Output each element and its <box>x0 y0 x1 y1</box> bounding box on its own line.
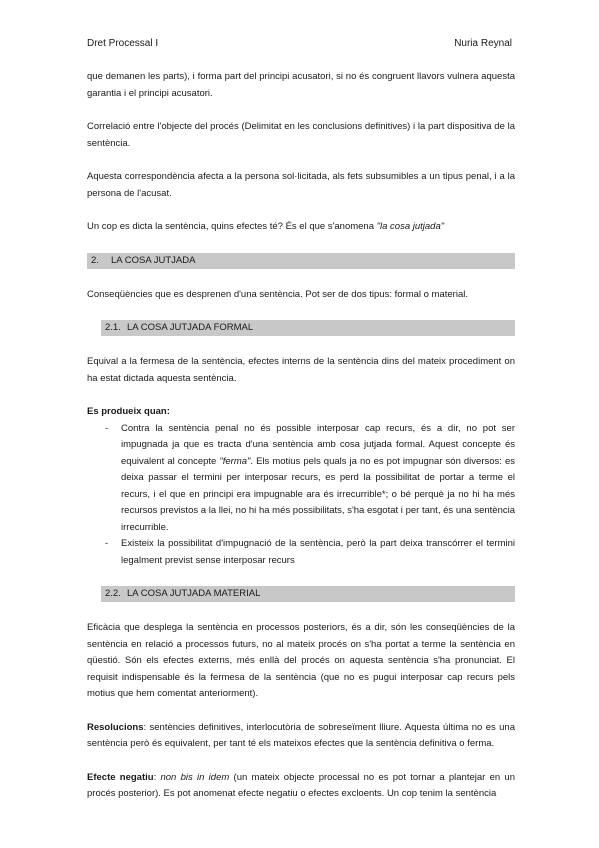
paragraph: Correlació entre l'objecte del procés (Delimitat en les conclusions definitives) i la part dispositiva de la sentència. <box>87 121 515 149</box>
italic-term: "la cosa jutjada" <box>376 221 445 232</box>
section-number: 2.2. <box>105 588 121 599</box>
section-heading-2 <box>87 253 515 269</box>
italic-term: non bis in idem <box>160 771 230 783</box>
header-author: Nuria Reynal <box>454 38 512 49</box>
list-item <box>87 536 515 569</box>
bold-term: Efecte negatiu <box>87 771 154 783</box>
bullet-dash: - <box>105 538 109 549</box>
paragraph-text: Un cop es dicta la sentència, quins efectes té? És el que s'anomena <box>87 221 377 232</box>
section-number: 2.1. <box>105 322 121 333</box>
paragraph <box>87 720 515 753</box>
subheading-es-produeix: Es produeix quan: <box>87 406 170 417</box>
paragraph: Conseqüències que es desprenen d'una sentència. Pot ser de dos tipus: formal o material. <box>87 288 468 300</box>
bold-term: Resolucions <box>87 721 144 733</box>
bullet-dash: - <box>105 422 109 434</box>
list-item-text: . Els motius pels quals ja no es pot impugnar són diversos: es deixa passar el termini per interposar recurs, es perd la possibilitat de portar a terme el recurs, i el que en principi era impugnable ara és irrecurrible*; o bé perquè ja no hi ha més recursos previstos a la llei, no hi ha més possibilitats, s'ha esgotat i per tant, és una sentència irrecurrible. <box>121 455 515 533</box>
paragraph: que demanen les parts), i forma part del principi acusatori, si no és congruent llavors vulnera aquesta garantia i el principi acusatori. <box>87 71 515 99</box>
list-item-text: Existeix la possibilitat d'impugnació de la sentència, però la part deixa transcórrer el termini legalment previst sense interposar recurs <box>121 538 515 566</box>
document-body <box>87 69 515 820</box>
paragraph: Eficàcia que desplega la sentència en processos posteriors, és a dir, són les conseqüències de la sentència en relació a processos futurs, no al mateix procés on s'ha portat a terme la sentència en qüestió. Són els efectes externs, més enllà del procés on aquesta sentència s'ha pronunciat. El requisit indispensable és la fermesa de la sentència (que no es pugui interposar cap recurs pels motius que hem comentat anteriorment). <box>87 622 515 699</box>
paragraph-text: (un mateix objecte processal no es pot tornar a plantejar en un procés posterior). Es pot anomenat efecte negatiu o efectes excloents. Un cop tenim la sentència <box>87 771 515 799</box>
header-course-title: Dret Processal I <box>87 38 159 49</box>
section-title: LA COSA JUTJADA <box>111 254 196 266</box>
section-heading-2-2 <box>101 586 515 602</box>
paragraph: Aquesta correspondència afecta a la persona sol·licitada, als fets subsumibles a un tipus penal, i a la persona de l'acusat. <box>87 171 515 199</box>
paragraph-text: : <box>153 771 161 783</box>
list-item <box>87 421 515 537</box>
italic-term: "ferma" <box>219 455 251 467</box>
paragraph <box>87 219 515 236</box>
section-title: LA COSA JUTJADA FORMAL <box>127 322 254 333</box>
paragraph <box>87 770 515 803</box>
page-header <box>87 37 512 50</box>
bullet-list <box>87 421 515 570</box>
section-title: LA COSA JUTJADA MATERIAL <box>127 588 261 599</box>
section-heading-2-1 <box>101 320 515 336</box>
list-item-text: Contra la sentència penal no és possible interposar cap recurs, és a dir, no pot ser impugnada ja que es tracta d'una sentència amb cosa jutjada formal. Aquest concepte és equivalent al concepte <box>121 422 515 467</box>
paragraph-text: : sentències definitives, interlocutòria de sobreseïment lliure. Aquesta última no es una sentència però és equivalent, per tant té els mateixos efectes que la sentència definitiva o ferma. <box>87 721 515 749</box>
paragraph: Equival a la fermesa de la sentència, efectes interns de la sentència dins del mateix procediment on ha estat dictada aquesta sentència. <box>87 356 515 384</box>
section-number: 2. <box>91 254 99 266</box>
